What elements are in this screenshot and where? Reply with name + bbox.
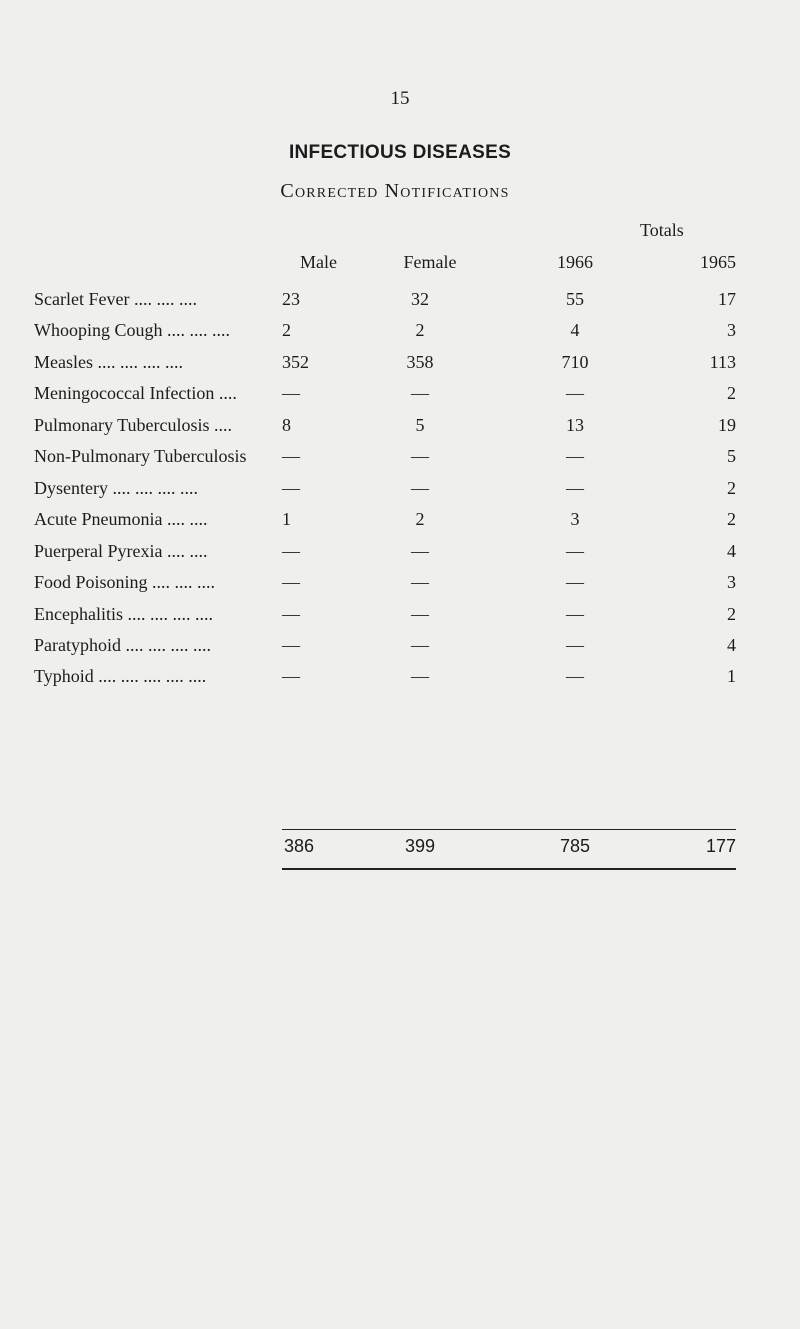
cell-1966: — (566, 478, 584, 498)
totals-top-rule (282, 829, 736, 830)
document-title: INFECTIOUS DISEASES (288, 142, 512, 163)
cell-female: — (411, 666, 429, 686)
header-female: Female (403, 252, 457, 272)
total-male: 386 (284, 836, 315, 856)
cell-female: — (411, 478, 429, 498)
page-number: 15 (390, 88, 410, 109)
row-label: Whooping Cough .... .... .... (34, 320, 230, 340)
row-label: Paratyphoid .... .... .... .... (34, 635, 211, 655)
row-label: Measles .... .... .... .... (34, 352, 183, 372)
total-1965: 177 (705, 836, 736, 856)
cell-1966: 710 (561, 352, 589, 372)
cell-1966: — (566, 541, 584, 561)
cell-male: 2 (282, 320, 291, 340)
cell-female: — (411, 541, 429, 561)
row-label: Meningococcal Infection .... (34, 383, 237, 403)
cell-female: — (411, 572, 429, 592)
header-totals: Totals (640, 220, 684, 240)
cell-1966: 3 (570, 509, 580, 529)
header-1966: 1966 (557, 252, 593, 272)
total-female: 399 (404, 836, 436, 856)
header-male: Male (300, 252, 337, 272)
cell-female: — (411, 383, 429, 403)
cell-male: — (282, 478, 300, 498)
document-subtitle: Corrected Notifications (280, 180, 510, 202)
cell-female: 2 (415, 509, 425, 529)
cell-female: — (411, 446, 429, 466)
totals-bottom-rule (282, 868, 736, 870)
cell-1966: — (566, 383, 584, 403)
cell-1966: — (566, 666, 584, 686)
cell-1966: 4 (570, 320, 580, 340)
cell-male: — (282, 383, 300, 403)
row-label: Scarlet Fever .... .... .... (34, 289, 197, 309)
cell-1966: — (566, 572, 584, 592)
row-label: Food Poisoning .... .... .... (34, 572, 216, 592)
cell-1965: 2 (727, 509, 736, 529)
cell-1965: 113 (709, 352, 736, 372)
cell-1966: 55 (566, 289, 584, 309)
cell-male: 8 (282, 415, 291, 435)
cell-male: 1 (282, 509, 291, 529)
cell-1965: 4 (727, 541, 736, 561)
cell-male: 23 (282, 289, 300, 309)
cell-female: — (411, 604, 429, 624)
row-label: Pulmonary Tuberculosis .... (34, 415, 233, 435)
cell-1965: 17 (718, 289, 736, 309)
cell-1966: — (566, 635, 584, 655)
cell-male: — (282, 446, 300, 466)
cell-male: — (282, 635, 300, 655)
cell-female: 5 (415, 415, 425, 435)
row-label: Puerperal Pyrexia .... .... (34, 541, 208, 561)
cell-male: — (282, 541, 300, 561)
cell-1965: 3 (727, 320, 736, 340)
cell-1965: 2 (727, 604, 736, 624)
cell-female: 358 (406, 352, 434, 372)
row-label: Dysentery .... .... .... .... (34, 478, 198, 498)
cell-male: — (282, 572, 300, 592)
cell-1965: 2 (727, 383, 736, 403)
row-label: Acute Pneumonia .... .... (34, 509, 208, 529)
header-1965: 1965 (700, 252, 736, 272)
cell-male: 352 (282, 352, 309, 372)
total-1966: 785 (559, 836, 591, 856)
cell-1965: 4 (727, 635, 736, 655)
row-label: Non-Pulmonary Tuberculosis (34, 446, 247, 466)
cell-female: 32 (411, 289, 429, 309)
cell-female: 2 (415, 320, 425, 340)
cell-1965: 19 (718, 415, 736, 435)
cell-1965: 3 (727, 572, 736, 592)
cell-1965: 1 (727, 666, 736, 686)
cell-1966: 13 (566, 415, 584, 435)
cell-1965: 5 (727, 446, 736, 466)
row-label: Typhoid .... .... .... .... .... (34, 666, 207, 686)
row-label: Encephalitis .... .... .... .... (34, 604, 213, 624)
cell-male: — (282, 604, 300, 624)
cell-male: — (282, 666, 300, 686)
cell-female: — (411, 635, 429, 655)
cell-1966: — (566, 604, 584, 624)
cell-1966: — (566, 446, 584, 466)
cell-1965: 2 (727, 478, 736, 498)
